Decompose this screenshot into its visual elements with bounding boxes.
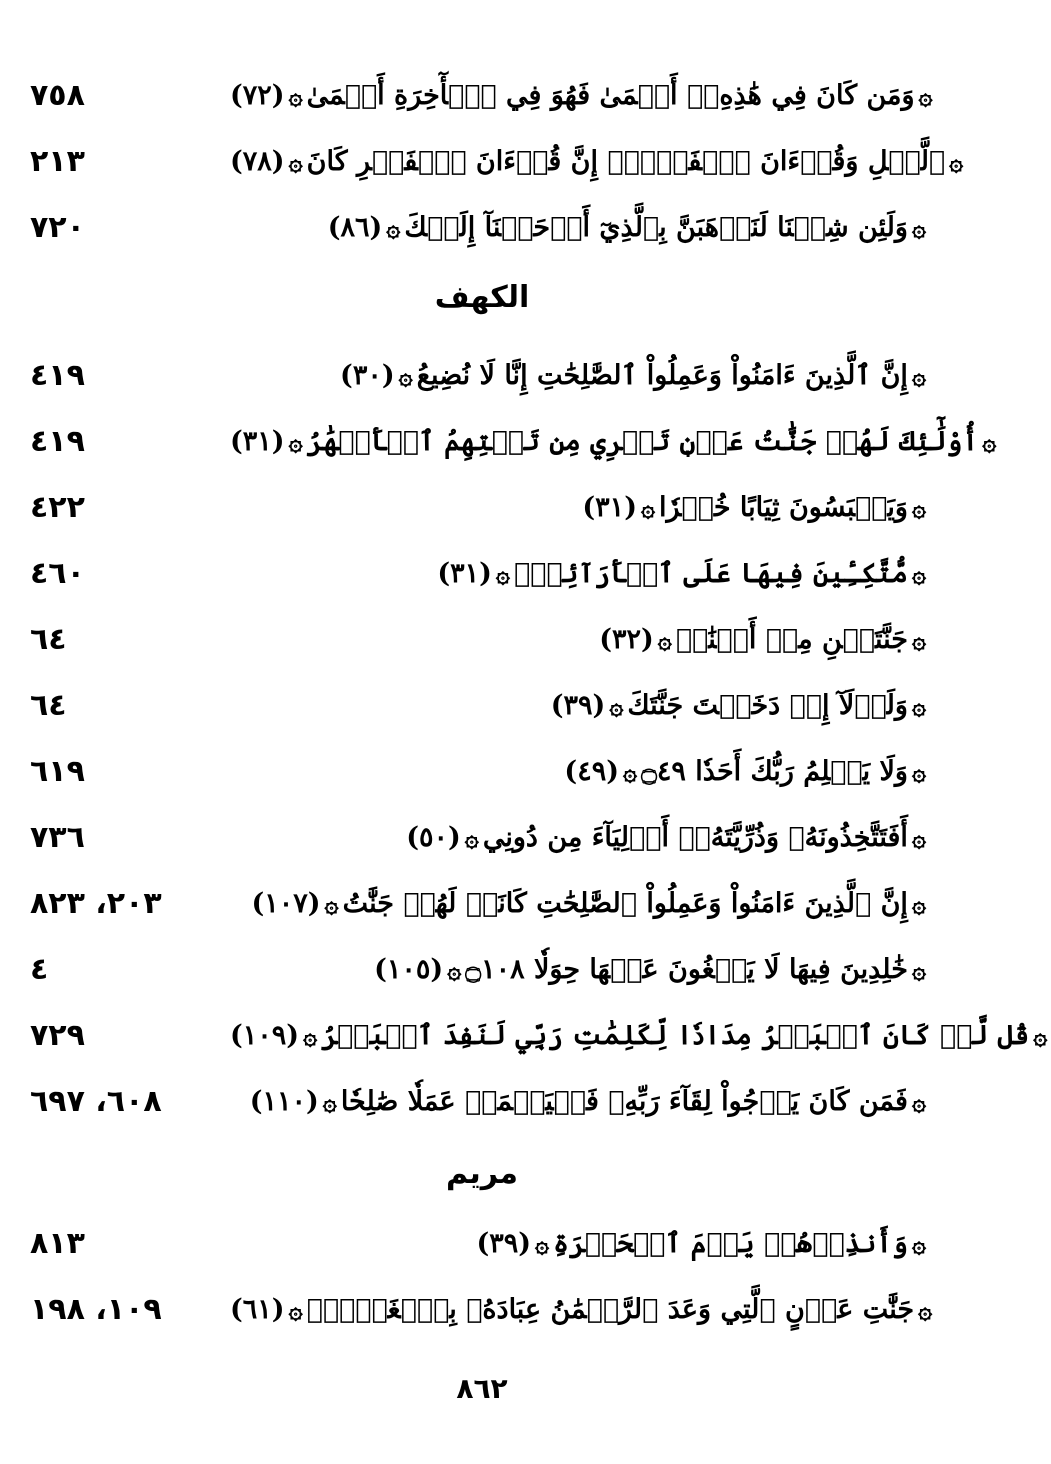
verse-text: جَنَّتَيۡنِ مِنۡ أَعۡنَٰبٖ (675, 623, 908, 655)
verse-text: جَنَّٰتِ عَدۡنٍ ٱلَّتِي وَعَدَ ٱلرَّحۡمَٰنُ عِبَادَهُۥ بِٱلۡغَيۡبِۚ (306, 1293, 915, 1325)
page-references: ٧٣٦ (30, 819, 85, 855)
verse-entry (210, 690, 930, 721)
index-row (30, 936, 930, 1002)
ornament-open: ۞ (911, 212, 926, 242)
verse-entry (210, 360, 930, 391)
verse-text: أَفَتَتَّخِذُونَهُۥ وَذُرِّيَّتَهُۥٓ أَوۡلِيَآءَ مِن دُونِي (482, 821, 908, 853)
verse-number: (١٠٩) (230, 1019, 300, 1051)
verse-entry (210, 558, 930, 589)
index-row (30, 342, 930, 408)
index-row (30, 1002, 1048, 1068)
ornament-close: ۞ (609, 690, 624, 720)
verse-entry (210, 212, 930, 243)
verse-text: وَلَوۡلَآ إِذۡ دَخَلۡتَ جَنَّتَكَ (627, 689, 908, 721)
index-row (30, 194, 930, 260)
ornament-open: ۞ (918, 80, 933, 110)
ornament-open: ۞ (911, 1228, 926, 1258)
verse-text: وَلَئِن شِئۡنَا لَنَذۡهَبَنَّ بِٱلَّذِيٓ أَوۡحَيۡنَآ إِلَيۡكَ (404, 211, 908, 243)
ornament-close: ۞ (495, 558, 510, 588)
ornament-close: ۞ (535, 1228, 550, 1258)
verse-entry (210, 1294, 936, 1325)
verse-entry (210, 1086, 930, 1117)
verse-number: (٨٦) (327, 211, 383, 243)
ornament-open: ۞ (911, 624, 926, 654)
ornament-open: ۞ (911, 756, 926, 786)
index-row (30, 474, 930, 540)
index-row (30, 540, 930, 606)
index-row (30, 128, 964, 194)
verse-entry (210, 624, 930, 655)
verse-entry (210, 954, 930, 985)
ornament-open: ۞ (918, 1294, 933, 1324)
ornament-open: ۞ (911, 1086, 926, 1116)
ornament-open: ۞ (911, 492, 926, 522)
index-row (30, 1210, 930, 1276)
verse-text: وَلَا يَظۡلِمُ رَبُّكَ أَحَدٗا ۝٤٩ (641, 755, 908, 787)
ornament-close: ۞ (322, 1086, 337, 1116)
ornament-close: ۞ (288, 146, 303, 176)
index-row (30, 870, 930, 936)
ornament-open: ۞ (949, 146, 964, 176)
verse-number: (٣٠) (340, 359, 395, 391)
index-row (30, 804, 930, 870)
verse-text: إِنَّ ٱلَّذِينَ ءَامَنُواْ وَعَمِلُواْ ٱلصَّٰلِحَٰتِ كَانَتۡ لَهُمۡ جَنَّٰتُ (342, 887, 908, 919)
verse-number: (٣١) (437, 557, 492, 589)
index-row (30, 1276, 933, 1342)
ornament-open: ۞ (911, 690, 926, 720)
verse-number: (٣٢) (599, 623, 654, 655)
verse-number: (٧٨) (230, 145, 285, 177)
verse-entry (210, 146, 967, 177)
verse-number: (٣١) (582, 491, 637, 523)
ornament-close: ۞ (640, 492, 656, 522)
page-references: ١٠٩، ١٩٨ (30, 1291, 162, 1327)
index-row (30, 408, 997, 474)
surah-heading-maryam: مريم (445, 1156, 519, 1191)
verse-text: ٱلَّيۡلِ وَقُرۡءَانَ ٱلۡفَجۡرِۖ إِنَّ قُرۡءَانَ ٱلۡفَجۡرِ كَانَ (306, 145, 946, 177)
verse-entry (210, 426, 1000, 457)
verse-text: وَمَن كَانَ فِي هَٰذِهِۦٓ أَعۡمَىٰ فَهُوَ فِي ٱلۡأٓخِرَةِ أَعۡمَىٰ (306, 79, 915, 111)
page-references: ٢١٣ (30, 143, 85, 179)
ornament-close: ۞ (288, 426, 303, 456)
page-references: ٤٢٢ (30, 489, 85, 525)
verse-entry (210, 888, 930, 919)
verse-entry (210, 80, 937, 111)
verse-number: (١٠٧) (251, 887, 321, 919)
ornament-close: ۞ (657, 624, 672, 654)
verse-entry (210, 1020, 1051, 1051)
ornament-open: ۞ (911, 954, 926, 984)
ornament-open: ۞ (911, 558, 926, 588)
page-references: ٤٦٠ (30, 555, 85, 591)
verse-number: (٧٢) (230, 79, 285, 111)
verse-number: (٤٩) (564, 755, 619, 787)
page-references: ٦١٩ (30, 753, 85, 789)
ornament-close: ۞ (398, 360, 413, 390)
ornament-close: ۞ (324, 888, 339, 918)
verse-text: وَيَلۡبَسُونَ ثِيَابًا خُضۡرٗا (659, 491, 908, 523)
verse-entry (210, 1228, 930, 1259)
ornament-open: ۞ (982, 426, 997, 456)
page-number: ٨٦٢ (456, 1372, 508, 1405)
ornament-close: ۞ (303, 1020, 318, 1050)
verse-text: أُوْلَٰٓئِكَ لَهُمۡ جَنَّٰتُ عَدۡنٖ تَجۡرِي مِن تَحۡتِهِمُ ٱلۡأَنۡهَٰرُ (306, 425, 979, 457)
verse-entry (210, 756, 930, 787)
index-row (30, 738, 930, 804)
page-references: ٦٤ (30, 687, 67, 723)
page-references: ٨١٣ (30, 1225, 85, 1261)
ornament-close: ۞ (288, 80, 303, 110)
verse-number: (٥٠) (406, 821, 461, 853)
ornament-open: ۞ (1033, 1020, 1048, 1050)
ornament-open: ۞ (911, 360, 926, 390)
verse-number: (٣١) (230, 425, 285, 457)
verse-number: (١٠٥) (374, 953, 444, 985)
ornament-open: ۞ (911, 888, 926, 918)
verse-number: (١١٠) (249, 1085, 319, 1117)
verse-text: فَمَن كَانَ يَرۡجُواْ لِقَآءَ رَبِّهِۦ فَلۡيَعۡمَلۡ عَمَلٗا صَٰلِحٗا (340, 1085, 908, 1117)
page-references: ٧٥٨ (30, 77, 85, 113)
page-references: ٤ (30, 951, 49, 987)
verse-number: (٣٩) (476, 1227, 532, 1259)
page-references: ٢٠٣، ٨٢٣ (30, 885, 162, 921)
index-row (30, 62, 933, 128)
verse-text: قُل لَّوۡ كَانَ ٱلۡبَحۡرُ مِدَادٗا لِّكَلِمَٰتِ رَبِّي لَنَفِدَ ٱلۡبَحۡرُ (321, 1019, 1030, 1051)
ornament-open: ۞ (911, 822, 926, 852)
verse-text: خَٰلِدِينَ فِيهَا لَا يَبۡغُونَ عَنۡهَا حِوَلٗا ۝١٠٨ (465, 953, 908, 985)
page-references: ٤١٩ (30, 423, 85, 459)
verse-text: مُّتَّكِـِٔينَ فِيهَا عَلَى ٱلۡأَرَآئِكِۚ (513, 557, 908, 589)
page-references: ٧٢٩ (30, 1017, 85, 1053)
ornament-close: ۞ (464, 822, 479, 852)
page-references: ٦٠٨، ٦٩٧ (30, 1083, 162, 1119)
index-row (30, 606, 930, 672)
ornament-close: ۞ (386, 212, 401, 242)
verse-number: (٦١) (230, 1293, 285, 1325)
page-references: ٤١٩ (30, 357, 85, 393)
verse-entry (210, 492, 930, 523)
page-references: ٧٢٠ (30, 209, 85, 245)
index-row (30, 672, 930, 738)
ornament-close: ۞ (288, 1294, 303, 1324)
ornament-close: ۞ (623, 756, 638, 786)
verse-text: وَأَنذِرۡهُمۡ يَوۡمَ ٱلۡحَسۡرَةِ (553, 1227, 908, 1259)
verse-entry (210, 822, 930, 853)
page-references: ٦٤ (30, 621, 67, 657)
index-row (30, 1068, 930, 1134)
ornament-close: ۞ (447, 954, 462, 984)
surah-heading-kahf: الكهف (434, 280, 530, 315)
verse-text: إِنَّ ٱلَّذِينَ ءَامَنُواْ وَعَمِلُواْ ٱلصَّٰلِحَٰتِ إِنَّا لَا نُضِيعُ (416, 359, 908, 391)
verse-number: (٣٩) (550, 689, 606, 721)
